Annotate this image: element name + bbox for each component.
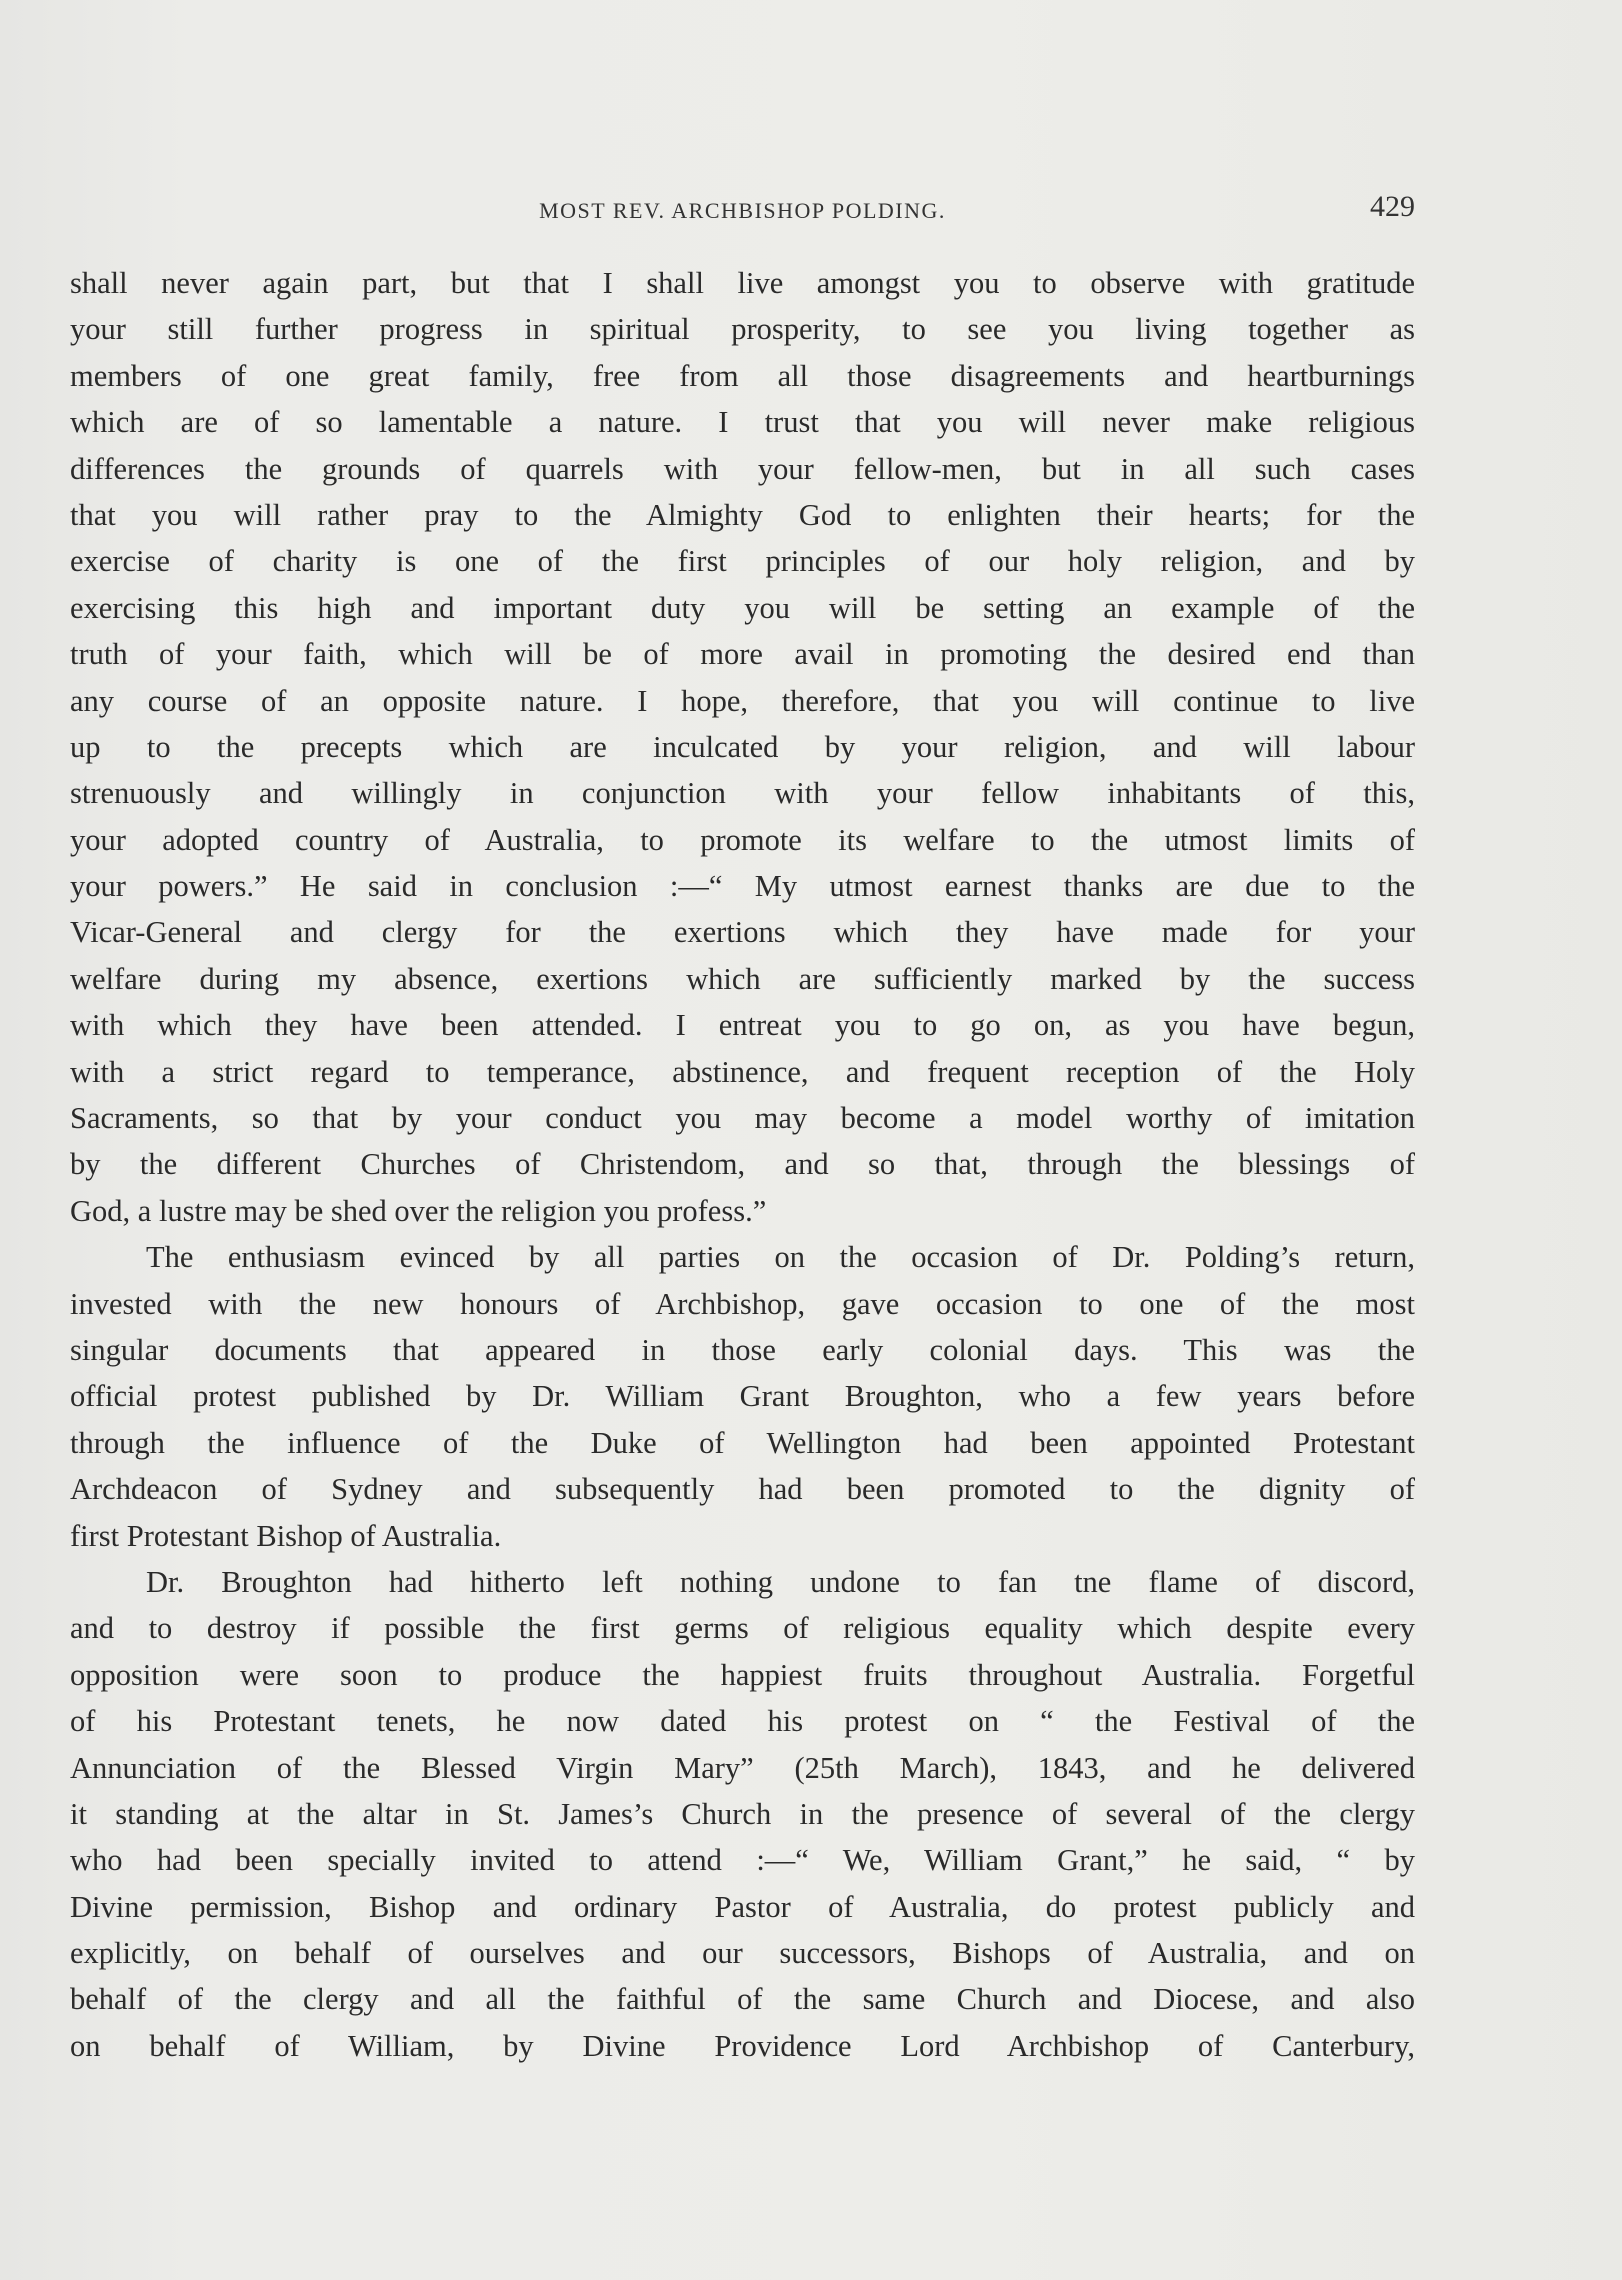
text-line: your powers.” He said in conclusion :—“ My utmost earnest thanks are due to the [70,869,1415,904]
text-line: any course of an opposite nature. I hope, therefore, that you will continue to live [70,683,1415,718]
text-line: with a strict regard to temperance, abstinence, and frequent reception of the Holy [70,1054,1415,1089]
text-line: on behalf of William, by Divine Providence Lord Archbishop of Canterbury, [70,2028,1415,2063]
text-line: which are of so lamentable a nature. I trust that you will never make religious [70,405,1415,440]
text-line: by the different Churches of Christendom, and so that, through the blessings of [70,1147,1415,1182]
text-line: explicitly, on behalf of ourselves and our successors, Bishops of Australia, and on [70,1936,1415,1971]
text-line: differences the grounds of quarrels with your fellow-men, but in all such cases [70,451,1415,486]
text-line: Sacraments, so that by your conduct you may become a model worthy of imitation [70,1101,1415,1136]
text-line: official protest published by Dr. William Grant Broughton, who a few years before [70,1379,1415,1414]
text-line: that you will rather pray to the Almighty God to enlighten their hearts; for the [70,497,1415,532]
text-line: Archdeacon of Sydney and subsequently had been promoted to the dignity of [70,1472,1415,1507]
text-line: strenuously and willingly in conjunction with your fellow inhabitants of this, [70,776,1415,811]
running-title: MOST REV. ARCHBISHOP POLDING. [539,198,946,223]
text-line: behalf of the clergy and all the faithful of the same Church and Diocese, and also [70,1982,1415,2017]
text-line: and to destroy if possible the first germs of religious equality which despite every [70,1611,1415,1646]
body-text [70,260,1415,2069]
text-line: exercising this high and important duty you will be setting an example of the [70,590,1415,625]
paragraph-last-line: God, a lustre may be shed over the religion you profess.” [70,1193,767,1228]
text-line: it standing at the altar in St. James’s Church in the presence of several of the clergy [70,1796,1415,1831]
running-header [70,190,1415,230]
text-line: with which they have been attended. I entreat you to go on, as you have begun, [70,1008,1415,1043]
text-line: shall never again part, but that I shall live amongst you to observe with gratitude [70,266,1415,300]
text-line: of his Protestant tenets, he now dated his protest on “ the Festival of the [70,1704,1415,1739]
paragraph-first-line: The enthusiasm evinced by all parties on the occasion of Dr. Polding’s return, [146,1240,1415,1275]
text-line: your still further progress in spiritual prosperity, to see you living together as [70,312,1415,347]
text-line: singular documents that appeared in those early colonial days. This was the [70,1332,1415,1367]
text-line: up to the precepts which are inculcated by your religion, and will labour [70,729,1415,764]
text-line: members of one great family, free from all those disagreements and heartburnings [70,358,1415,393]
text-line: opposition were soon to produce the happiest fruits throughout Australia. Forgetful [70,1657,1415,1692]
text-line: invested with the new honours of Archbishop, gave occasion to one of the most [70,1286,1415,1321]
text-line: Divine permission, Bishop and ordinary Pastor of Australia, do protest publicly and [70,1889,1415,1924]
text-line: Annunciation of the Blessed Virgin Mary” (25th March), 1843, and he delivered [70,1750,1415,1785]
text-line: truth of your faith, which will be of more avail in promoting the desired end than [70,637,1415,672]
text-line: Vicar-General and clergy for the exertions which they have made for your [70,915,1415,950]
text-line: through the influence of the Duke of Wellington had been appointed Protestant [70,1425,1415,1460]
page-number: 429 [1370,190,1415,223]
text-line: your adopted country of Australia, to promote its welfare to the utmost limits of [70,822,1415,857]
paragraph-first-line: Dr. Broughton had hitherto left nothing undone to fan tne flame of discord, [146,1564,1415,1599]
text-line: exercise of charity is one of the first principles of our holy religion, and by [70,544,1415,579]
paragraph-last-line: first Protestant Bishop of Australia. [70,1518,502,1553]
text-line: who had been specially invited to attend :—“ We, William Grant,” he said, “ by [70,1843,1415,1878]
text-line: welfare during my absence, exertions which are sufficiently marked by the success [70,961,1415,996]
